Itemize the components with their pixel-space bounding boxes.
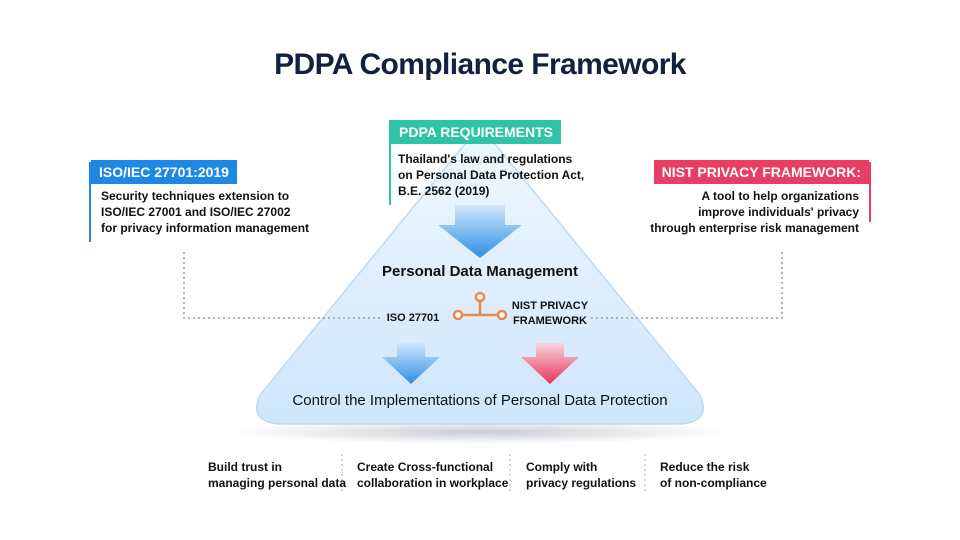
iso-line: for privacy information management [101, 221, 310, 235]
iso-27701-tag: ISO/IEC 27701:2019 [91, 160, 237, 184]
benefit-line: Reduce the risk [660, 460, 750, 474]
benefit-item [208, 459, 346, 491]
nist-line: A tool to help organizations [701, 189, 859, 203]
iso-27701-label: ISO 27701 [386, 312, 440, 324]
nist-label-line: NIST PRIVACY [511, 300, 589, 312]
benefit-line: managing personal data [208, 476, 347, 490]
benefit-line: collaboration in workplace [357, 476, 509, 490]
benefit-line: Create Cross-functional [357, 460, 494, 474]
benefit-item [660, 459, 767, 491]
iso-line: ISO/IEC 27001 and ISO/IEC 27002 [101, 205, 291, 219]
benefit-item [526, 459, 636, 491]
benefit-line: of non-compliance [660, 476, 767, 490]
pdpa-description [398, 151, 584, 199]
page-title: PDPA Compliance Framework [274, 48, 686, 81]
benefit-item [357, 459, 508, 491]
nist-line: through enterprise risk management [650, 221, 859, 235]
benefit-line: privacy regulations [526, 476, 637, 490]
pdpa-line: Thailand's law and regulations [398, 152, 573, 166]
personal-data-management-heading: Personal Data Management [382, 263, 578, 280]
benefit-line: Build trust in [208, 460, 282, 474]
nist-label-line: FRAMEWORK [513, 315, 587, 327]
pdpa-line: on Personal Data Protection Act, [398, 168, 585, 182]
nist-privacy-label [510, 299, 590, 329]
pdpa-requirements-tag: PDPA REQUIREMENTS [391, 120, 561, 144]
pdpa-line: B.E. 2562 (2019) [398, 184, 490, 198]
control-implementation-text: Control the Implementations of Personal Data Protection [292, 392, 668, 409]
benefit-line: Comply with [526, 460, 598, 474]
iso-line: Security techniques extension to [101, 189, 290, 203]
nist-line: improve individuals' privacy [698, 205, 859, 219]
nist-framework-tag: NIST PRIVACY FRAMEWORK: [654, 160, 869, 184]
nist-description [650, 188, 859, 236]
iso-description [101, 188, 309, 236]
